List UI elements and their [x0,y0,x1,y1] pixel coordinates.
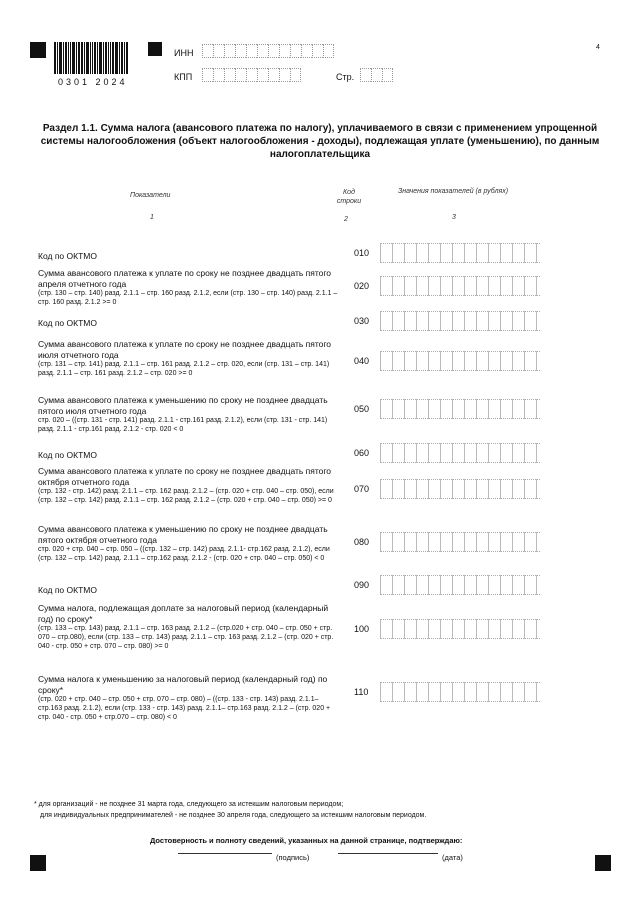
row-title: Код по ОКТМО [38,251,97,261]
row-title: Сумма авансового платежа к уменьшению по сроку не позднее двадцать пятого июля отчетного года стр. 020 – ((стр. 131 - стр. 141) разд. 2.1.1 - стр.161 разд. 2.1.2), если (стр. 131 - стр. 141) разд. 2.1.1 - стр.161 разд. 2.1.2 - стр. 020 < 0 [38,395,338,434]
row-code: 020 [354,281,370,291]
date-line[interactable] [338,853,438,854]
footnote-organizations: * для организаций - не позднее 31 марта года, следующего за истекшим налоговым периодом; [34,801,344,808]
footnote-entrepreneurs: для индивидуальных предпринимателей - не позднее 30 апреля года, следующего за истекшим налоговым периодом. [40,812,427,819]
row-formula: стр. 020 + стр. 040 – стр. 050 – ((стр. 132 – стр. 142) разд. 2.1.1- стр.162 разд. 2.1.2), если (стр. 132 – стр. 142) разд. 2.1.1 – стр.162 разд. 2.1.2 - (стр. 020 + стр. 040 – стр. 050) < 0 [38,546,330,562]
row-formula: (стр. 020 + стр. 040 – стр. 050 + стр. 070 – стр. 080) – ((стр. 133 - стр. 143) разд. 2.1.1– стр.163 разд. 2.1.2), если (стр. 133 - стр. 143) разд. 2.1.1– стр.163 разд. 2.1.2 – (стр. 020 + стр. 040 - стр. 050 + стр.070 – стр. 080) < 0 [38,696,331,721]
column-number-3: 3 [452,214,456,221]
column-header-line-code: Код строки [336,189,362,205]
value-field-010[interactable] [380,243,540,263]
section-title: Раздел 1.1. Сумма налога (авансового платежа по налогу), уплачиваемого в связи с применением упрощенной системы налогообложения (объект налогообложения - доходы), подлежащая уплате (уменьшению), по данным налогоплательщика [40,123,600,160]
row-title: Сумма авансового платежа к уплате по сроку не позднее двадцать пятого октября отчетного года (стр. 132 - стр. 142) разд. 2.1.1 – стр. 162 разд. 2.1.2 – (стр. 020 + стр. 040 – стр. 050), если (стр. 132 – стр. 142) разд. 2.1.1 – стр. 162 разд. 2.1.2 – (стр. 020 + стр. 040 – стр. 050) >= 0 [38,466,338,505]
page-label: Стр. [336,72,355,82]
confirmation-text: Достоверность и полноту сведений, указанных на данной странице, подтверждаю: [150,836,463,845]
value-field-090[interactable] [380,575,540,595]
page-corner-mark: 4 [596,44,600,51]
row-code: 080 [354,537,370,547]
value-field-030[interactable] [380,311,540,331]
value-field-040[interactable] [380,351,540,371]
value-field-110[interactable] [380,682,540,702]
corner-marker-top-left [30,42,46,58]
row-title: Код по ОКТМО [38,318,97,328]
row-title: Сумма авансового платежа к уплате по сроку не позднее двадцать пятого июля отчетного года (стр. 131 – стр. 141) разд. 2.1.1 – стр. 161 разд. 2.1.2 – стр. 020, если (стр. 131 – стр. 141) разд. 2.1.1 – стр. 161 разд. 2.1.2 – стр. 020 >= 0 [38,339,338,378]
row-code: 010 [354,248,370,258]
value-field-050[interactable] [380,399,540,419]
row-code: 050 [354,404,370,414]
corner-marker-top-mid [148,42,162,56]
row-code: 100 [354,624,370,634]
value-field-020[interactable] [380,276,540,296]
row-formula: (стр. 130 – стр. 140) разд. 2.1.1 – стр. 160 разд. 2.1.2, если (стр. 130 – стр. 140) разд. 2.1.1 – стр. 160 разд. 2.1.2 >= 0 [38,290,338,306]
row-title: Сумма налога, подлежащая доплате за налоговый период (календарный год) по сроку* (стр. 133 – стр. 143) разд. 2.1.1 – стр. 163 разд. 2.1.2 – (стр.020 + стр. 040 – стр. 050 + стр. 070 – стр.080), если (стр. 133 – стр. 143) разд. 2.1.1 – стр. 163 разд. 2.1.2 – (стр. 020 + стр. 040 - стр. 050 + стр. 070 – стр. 080) >= 0 [38,603,338,651]
row-formula: (стр. 133 – стр. 143) разд. 2.1.1 – стр. 163 разд. 2.1.2 – (стр.020 + стр. 040 – стр. 050 + стр. 070 – стр.080), если (стр. 133 – стр. 143) разд. 2.1.1 – стр. 163 разд. 2.1.2 – (стр. 020 + стр. 040 - стр. 050 + стр. 070 – стр. 080) >= 0 [38,625,334,650]
row-code: 070 [354,484,370,494]
signature-label: (подпись) [276,853,310,862]
value-field-100[interactable] [380,619,540,639]
column-number-1: 1 [150,214,154,221]
row-code: 030 [354,316,370,326]
row-code: 110 [354,687,369,697]
row-title: Сумма налога к уменьшению за налоговый период (календарный год) по сроку* (стр. 020 + стр. 040 – стр. 050 + стр. 070 – стр. 080) – ((стр. 133 - стр. 143) разд. 2.1.1– стр.163 разд. 2.1.2), если (стр. 133 - стр. 143) разд. 2.1.1– стр.163 разд. 2.1.2 – (стр. 020 + стр. 040 - стр. 050 + стр.070 – стр. 080) < 0 [38,674,338,722]
row-formula: (стр. 131 – стр. 141) разд. 2.1.1 – стр. 161 разд. 2.1.2 – стр. 020, если (стр. 131 – стр. 141) разд. 2.1.1 – стр. 161 разд. 2.1.2 – стр. 020 >= 0 [38,361,330,377]
column-number-2: 2 [344,216,348,223]
row-title: Сумма авансового платежа к уменьшению по сроку не позднее двадцать пятого октября отчетного года стр. 020 + стр. 040 – стр. 050 – ((стр. 132 – стр. 142) разд. 2.1.1- стр.162 разд. 2.1.2), если (стр. 132 – стр. 142) разд. 2.1.1 – стр.162 разд. 2.1.2 - (стр. 020 + стр. 040 – стр. 050) < 0 [38,524,338,563]
date-label: (дата) [442,853,463,862]
row-title: Код по ОКТМО [38,585,97,595]
inn-label: ИНН [174,48,194,58]
page-field[interactable] [360,68,393,82]
row-formula: стр. 020 – ((стр. 131 - стр. 141) разд. 2.1.1 - стр.161 разд. 2.1.2), если (стр. 131 - стр. 141) разд. 2.1.1 - стр.161 разд. 2.1.2 - стр. 020 < 0 [38,417,328,433]
corner-marker-bottom-right [595,855,611,871]
kpp-label: КПП [174,72,193,82]
row-code: 040 [354,356,370,366]
kpp-field[interactable] [202,68,301,82]
row-title: Код по ОКТМО [38,450,97,460]
value-field-060[interactable] [380,443,540,463]
barcode-number: 0301 2024 [58,77,128,87]
inn-field[interactable] [202,44,334,58]
barcode [54,42,144,74]
column-header-values: Значения показателей (в рублях) [398,188,509,195]
value-field-080[interactable] [380,532,540,552]
value-field-070[interactable] [380,479,540,499]
column-header-indicators: Показатели [130,192,171,199]
row-code: 060 [354,448,370,458]
row-formula: (стр. 132 - стр. 142) разд. 2.1.1 – стр. 162 разд. 2.1.2 – (стр. 020 + стр. 040 – стр. 050), если (стр. 132 – стр. 142) разд. 2.1.1 – стр. 162 разд. 2.1.2 – (стр. 020 + стр. 040 – стр. 050) >= 0 [38,488,334,504]
corner-marker-bottom-left [30,855,46,871]
row-title: Сумма авансового платежа к уплате по сроку не позднее двадцать пятого апреля отчетного года (стр. 130 – стр. 140) разд. 2.1.1 – стр. 160 разд. 2.1.2, если (стр. 130 – стр. 140) разд. 2.1.1 – стр. 160 разд. 2.1.2 >= 0 [38,268,338,306]
row-code: 090 [354,580,370,590]
signature-line[interactable] [178,853,272,854]
